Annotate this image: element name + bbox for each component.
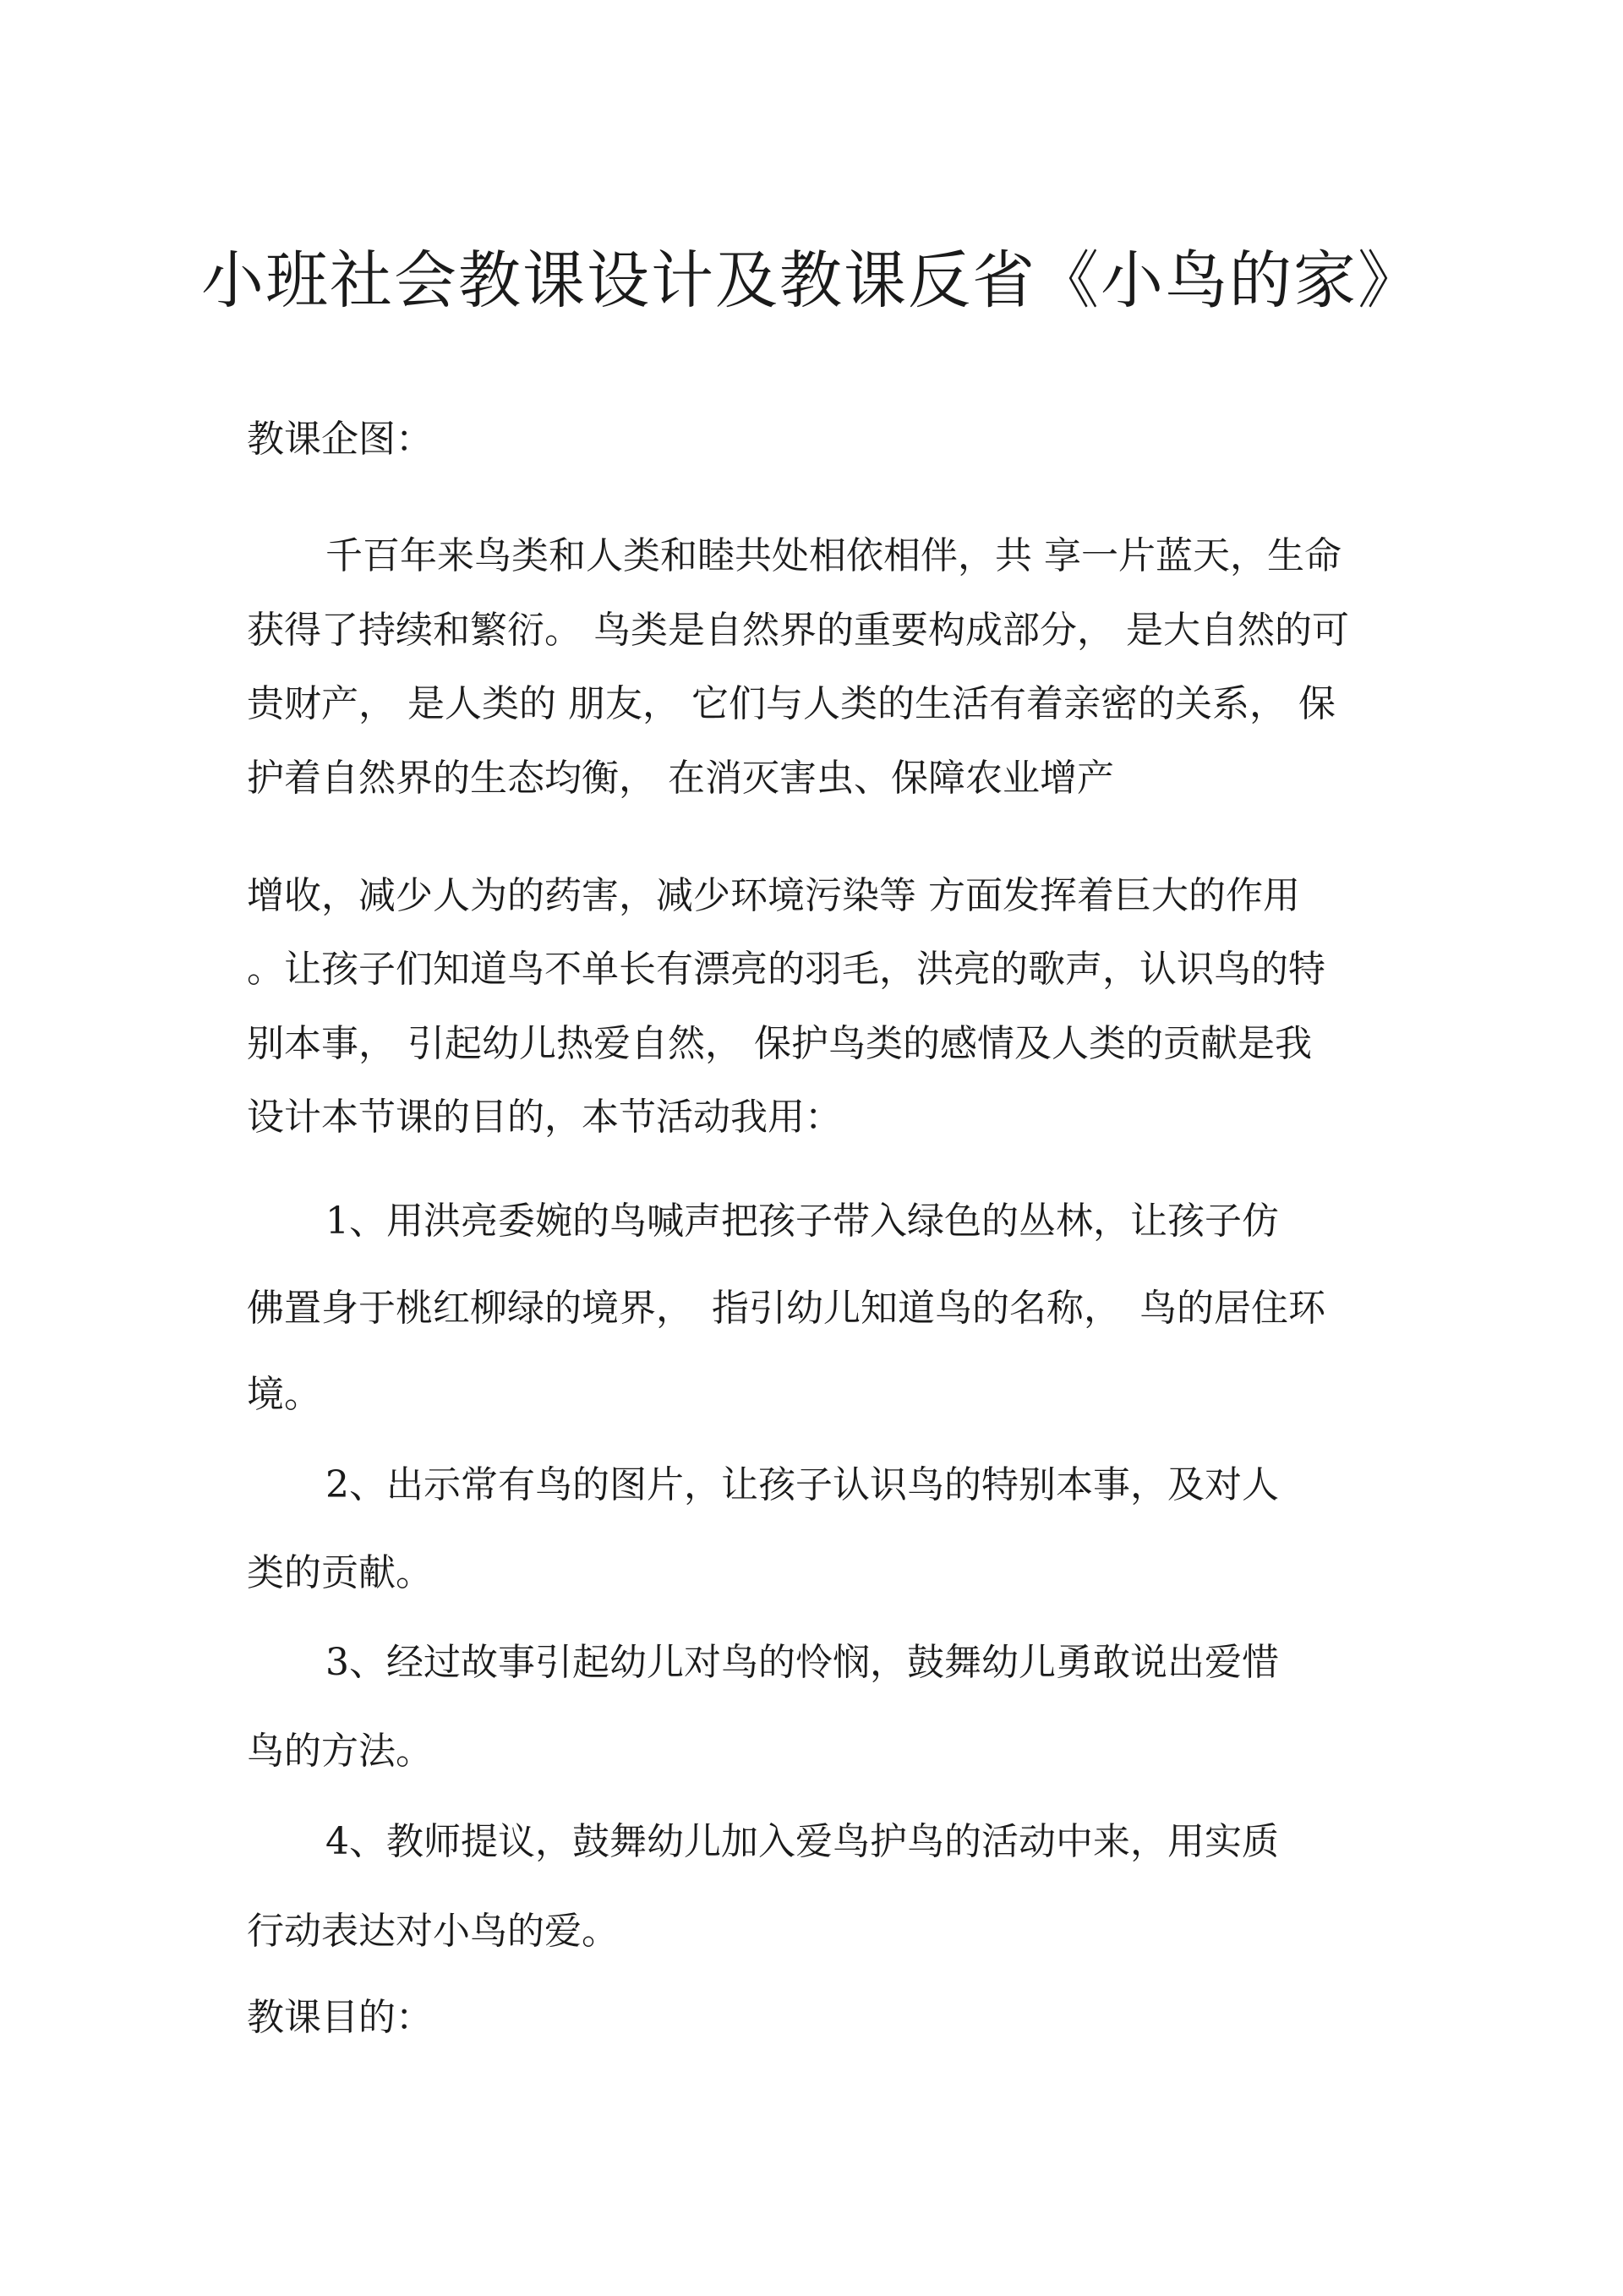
paragraph-line: 设计本节课的目的，本节活动我用： [247,1096,842,1139]
section-heading-intent: 教课企图： [247,418,433,461]
list-item-line: 佛置身于桃红柳绿的境界， 指引幼儿知道鸟的名称， 鸟的居住环 [247,1287,1325,1330]
paragraph-line: 别本事， 引起幼儿热爱自然， 保护鸟类的感情及人类的贡献是我 [247,1022,1312,1065]
paragraph-line: 贵财产， 是人类的 朋友， 它们与人类的生活有着亲密的关系， 保 [247,682,1336,725]
section-heading-goals: 教课目的： [247,1996,433,2039]
paragraph-line: 获得了持续和繁衍。 鸟类是自然界的重要构成部分， 是大自然的可 [247,609,1349,652]
list-item-line: 3、经过故事引起幼儿对鸟的怜悯，鼓舞幼儿勇敢说出爱惜 [325,1641,1279,1684]
list-item-line: 境。 [247,1373,321,1416]
list-item-line: 2、出示常有鸟的图片，让孩子认识鸟的特别本事，及对人 [325,1463,1279,1506]
paragraph-line: 。让孩子们知道鸟不单长有漂亮的羽毛，洪亮的歌声，认识鸟的特 [247,948,1325,991]
document-title: 小班社会教课设计及教课反省《小鸟的家》 [201,244,1422,317]
paragraph-line: 护着自然界的生态均衡， 在消灭害虫、保障农业增产 [247,757,1114,800]
paragraph-line: 千百年来鸟类和人类和睦共处相依相伴，共 享一片蓝天，生命 [325,534,1342,577]
list-item-line: 类的贡献。 [247,1551,433,1594]
list-item-line: 行动表达对小鸟的爱。 [247,1910,619,1953]
list-item-line: 鸟的方法。 [247,1730,433,1773]
list-item-line: 4、教师提议，鼓舞幼儿加入爱鸟护鸟的活动中来，用实质 [325,1820,1279,1863]
list-item-line: 1、用洪亮委婉的鸟喊声把孩子带入绿色的丛林，让孩子仿 [325,1200,1279,1243]
paragraph-line: 增收，减少人为的药害，减少环境污染等 方面发挥着巨大的作用 [247,874,1300,917]
